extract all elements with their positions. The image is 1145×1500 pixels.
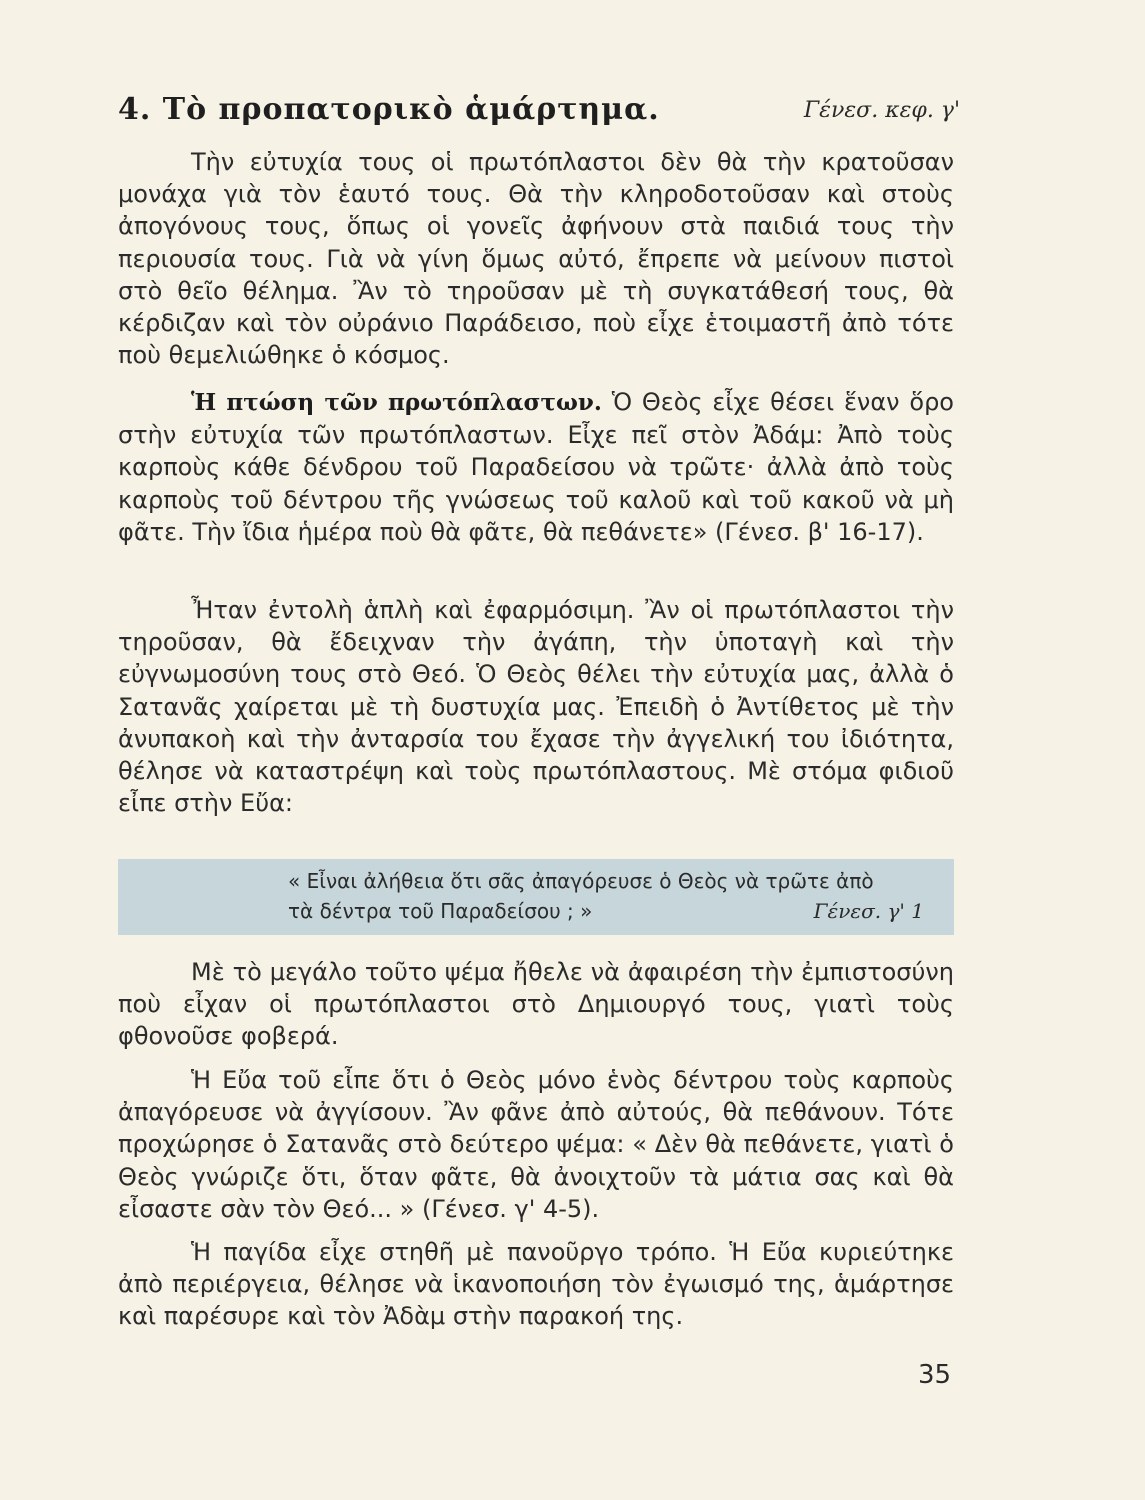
- paragraph-2: [118, 386, 954, 548]
- quote-line-2: τὰ δέντρα τοῦ Παραδείσου ; »: [288, 899, 593, 923]
- paragraph-2-text: Ὁ Θεὸς εἶχε θέσει ἕναν ὅρο στὴν εὐτυχία τῶν πρωτόπλαστων. Εἶχε πεῖ στὸν Ἀδάμ: Ἀπὸ τοὺς καρποὺς κάθε δένδρου τοῦ Παραδείσου νὰ τρῶτε· ἀλλὰ ἀπὸ τοὺς καρποὺς τοῦ δέντρου τῆς γνώσεως τοῦ καλοῦ καὶ τοῦ κακοῦ νὰ μὴ φᾶτε. Τὴν ἴδια ἡμέρα ποὺ θὰ φᾶτε, θὰ πεθάνετε» (Γένεσ. β' 16-17).: [118, 388, 954, 546]
- paragraph-1: Τὴν εὐτυχία τους οἱ πρωτόπλαστοι δὲν θὰ τὴν κρατοῦσαν μονάχα γιὰ τὸν ἑαυτό τους. Θὰ τὴν κληροδοτοῦσαν καὶ στοὺς ἀπογόνους τους, ὅπως οἱ γονεῖς ἀφήνουν στὰ παιδιά τους τὴν περιουσία τους. Γιὰ νὰ γίνη ὅμως αὐτό, ἔπρεπε νὰ μείνουν πιστοὶ στὸ θεῖο θέλημα. Ἂν τὸ τηροῦσαν μὲ τὴ συγκατάθεσή τους, θὰ κέρδιζαν καὶ τὸν οὐράνιο Παράδεισο, ποὺ εἶχε ἑτοιμαστῆ ἀπὸ τότε ποὺ θεμελιώθηκε ὁ κόσμος.: [118, 148, 954, 370]
- page-number: 35: [918, 1360, 952, 1390]
- chapter-reference: Γένεσ. κεφ. γ': [803, 98, 960, 123]
- paragraph-3: Ἦταν ἐντολὴ ἁπλὴ καὶ ἐφαρμόσιμη. Ἂν οἱ πρωτόπλαστοι τὴν τηροῦσαν, θὰ ἔδειχναν τὴν ἀγάπη, τὴν ὑποταγὴ καὶ τὴν εὐγνωμοσύνη τους στὸ Θεό. Ὁ Θεὸς θέλει τὴν εὐτυχία μας, ἀλλὰ ὁ Σατανᾶς χαίρεται μὲ τὴ δυστυχία μας. Ἐπειδὴ ὁ Ἀντίθετος μὲ τὴν ἀνυπακοὴ καὶ τὴν ἀνταρσία του ἔχασε τὴν ἀγγελική του ἰδιότητα, θέλησε νὰ καταστρέψη καὶ τοὺς πρωτόπλαστους. Μὲ στόμα φιδιοῦ εἶπε στὴν Εὔα:: [118, 596, 954, 818]
- quote-line-1: « Εἶναι ἀλήθεια ὅτι σᾶς ἀπαγόρευσε ὁ Θεὸς νὰ τρῶτε ἀπὸ: [288, 869, 874, 893]
- paragraph-4: Μὲ τὸ μεγάλο τοῦτο ψέμα ἤθελε νὰ ἀφαιρέση τὴν ἐμπιστοσύνη ποὺ εἶχαν οἱ πρωτόπλαστοι στὸ Δημιουργό τους, γιατὶ τοὺς φθονοῦσε φοβερά.: [118, 958, 954, 1051]
- quote-reference: Γένεσ. γ' 1: [813, 899, 924, 923]
- quote-box: [118, 859, 954, 935]
- section-heading-fall: Ἡ πτώση τῶν πρωτόπλαστων.: [191, 389, 602, 416]
- paragraph-5: Ἡ Εὔα τοῦ εἶπε ὅτι ὁ Θεὸς μόνο ἑνὸς δέντρου τοὺς καρποὺς ἀπαγόρευσε νὰ ἀγγίσουν. Ἂν φᾶνε ἀπὸ αὐτούς, θὰ πεθάνουν. Τότε προχώρησε ὁ Σατανᾶς στὸ δεύτερο ψέμα: « Δὲν θὰ πεθάνετε, γιατὶ ὁ Θεὸς γνώριζε ὅτι, ὅταν φᾶτε, θὰ ἀνοιχτοῦν τὰ μάτια σας καὶ θὰ εἶσαστε σὰν τὸν Θεό... » (Γένεσ. γ' 4-5).: [118, 1066, 954, 1223]
- paragraph-6: Ἡ παγίδα εἶχε στηθῆ μὲ πανοῦργο τρόπο. Ἡ Εὔα κυριεύτηκε ἀπὸ περιέργεια, θέλησε νὰ ἱκανοποιήση τὸν ἐγωισμό της, ἁμάρτησε καὶ παρέσυρε καὶ τὸν Ἀδὰμ στὴν παρακοή της.: [118, 1238, 954, 1331]
- chapter-heading-row: [118, 92, 960, 136]
- chapter-title: 4. Τὸ προπατορικὸ ἁμάρτημα.: [118, 92, 660, 127]
